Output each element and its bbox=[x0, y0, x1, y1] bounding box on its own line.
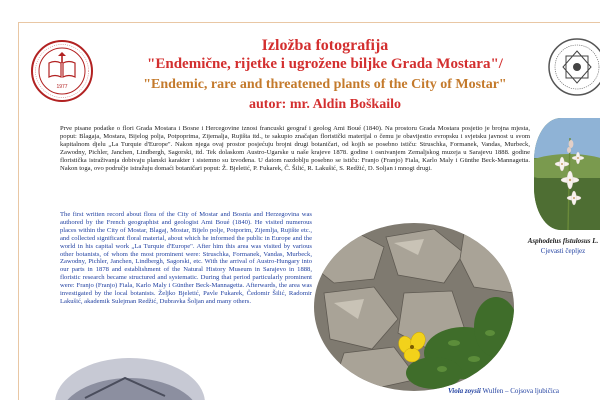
bottom-left-photo bbox=[55, 358, 205, 400]
viola-latin-name: Viola zoysii bbox=[448, 387, 481, 395]
asphodelus-latin-name: Asphodelus fistulosus L. bbox=[527, 237, 599, 245]
english-paragraph: The first written record about flora of the City of Mostar and Bosnia and Herzegovina was authored by the French geographist and geologist Ami Boué (1840). He visited numerous places within the City of Mostar, Blagaj, Mostar, Bijelo polje, Potporim, Zijemlja, Rujište etc., and collected significant floral material, about which he informed the public in Europe and the world in his capital work „La Turquie d'Europe". After him this area was visited by various other botanists, of whom the most prominent were: Struschka, Formanek, Vandas, Murbeck, Zawodny, Pichler, Janchen, Lindbergh, Sagorski, etc. With the arrival of Austro-Hungary into our parts in 1878 and establishment of the Natural History Museum in Sarajevo in 1888, floristic research became structured and systematic. During that period particularly prominent were: Franjo (Franjo) Fiala, Karlo Maly i Günther Beck-Mannagetta. Afterwards, the area was investigated by the local botanists. Željko Bjeletić, Pavle Fukarek, Čedomir Šilić, Radomir Lakušić, akademik Sulejman Redžić, Dubravka Šoljan and many others. bbox=[60, 211, 312, 305]
exhibition-title: Izložba fotografija bbox=[261, 37, 389, 54]
viola-caption: Viola zoysii Wulfen – Cojsova ljubičica bbox=[448, 387, 560, 395]
logo-year: 1977 bbox=[56, 84, 68, 90]
viola-local-name: Cojsova ljubičica bbox=[510, 387, 560, 395]
author-line bbox=[105, 97, 545, 113]
asphodelus-caption bbox=[520, 236, 600, 256]
asphodelus-local-name: Cjevasti čepljez bbox=[540, 247, 586, 255]
exhibition-subtitle-english: "Endemic, rare and threatened plants of the City of Mostar" bbox=[143, 77, 507, 92]
author-label: autor: bbox=[249, 97, 287, 112]
bosnian-paragraph: Prve pisane podatke o flori Grada Mostara i Bosne i Hercegovine iznosi francuski geograf i geolog Ami Boué (1840). Na prostoru Grada Mostara posjetio je brojna mjesta, poput: Blagaja, Mostara, Bijelog polja, Potpoprima, Zijemalja, Rujišta itd., te sakupio značajan floristički materijal o čemu je obavijestio evropsku i svjetsku javnost u svom kapitalnom djelu „La Turquie d'Europe". Nakon njega ovaj prostor posjećuju brojni drugi botaničari, od kojih se posebno ističu: Struschka, Formanek, Vandas, Murbeck, Zawodny, Pichler, Janchen, Lindbergh, Sagorski, itd. Tek dolaskom Austro-Ugarske u naše krajeve 1878. godine i osnivanjem Zemaljskog muzeja u Sarajevu 1888. godine floristička istraživanja dobivaju planski karakter i sistemno su izvođena. U datom razdoblju posebno se ističu: Franjo (Franjo) Fiala, Karlo Maly i Günthe Beck-Mannagetta. Nakon toga, ovo područje istražuju domaći botaničari poput: Ž. Bjeletić, P. Fukarek, Č. Šilić, R. Lakušić, S. Redžić, D. Soljan i mnogi drugi. bbox=[60, 125, 530, 172]
viola-author: Wulfen bbox=[482, 387, 504, 395]
asphodelus-photo bbox=[534, 118, 600, 230]
left-emblem-logo bbox=[24, 39, 100, 103]
author-name: mr. Aldin Boškailo bbox=[289, 97, 401, 112]
poster-frame-top bbox=[18, 22, 600, 23]
right-emblem-logo bbox=[547, 37, 600, 97]
poster-frame-left bbox=[18, 22, 19, 400]
viola-rock-photo bbox=[314, 223, 514, 391]
exhibition-subtitle-bosnian: "Endemične, rijetke i ugrožene biljke Grada Mostara"/ bbox=[147, 56, 503, 72]
